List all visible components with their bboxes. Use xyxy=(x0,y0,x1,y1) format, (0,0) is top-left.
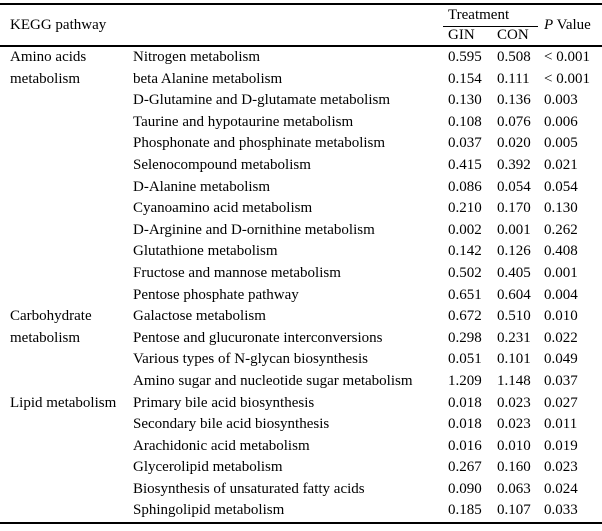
con-value-cell: 0.508 xyxy=(497,49,531,65)
p-value-cell: < 0.001 xyxy=(544,70,590,87)
con-value-cell: 0.392 xyxy=(497,156,531,173)
pathway-cell: beta Alanine metabolism xyxy=(133,70,283,87)
pathway-cell: Pentose and glucuronate interconversions xyxy=(133,329,383,346)
gin-value-cell: 0.130 xyxy=(448,92,482,109)
p-value-cell: 0.004 xyxy=(544,286,578,303)
pathway-cell: Biosynthesis of unsaturated fatty acids xyxy=(133,480,365,497)
con-value-cell: 0.510 xyxy=(497,308,531,325)
gin-value-cell: 0.185 xyxy=(448,502,482,519)
pathway-cell: Arachidonic acid metabolism xyxy=(133,437,310,454)
p-value-cell: 0.027 xyxy=(544,394,578,411)
gin-value-cell: 0.298 xyxy=(448,329,482,346)
header-row-top xyxy=(0,4,602,26)
pathway-cell: Amino sugar and nucleotide sugar metabolism xyxy=(133,372,413,389)
pathway-cell: Galactose metabolism xyxy=(133,308,266,325)
p-value-cell: 0.010 xyxy=(544,308,578,325)
pathway-cell: Glycerolipid metabolism xyxy=(133,459,283,476)
gin-value-cell: 0.672 xyxy=(448,308,482,325)
con-value-cell: 0.020 xyxy=(497,135,531,152)
con-value-cell: 0.023 xyxy=(497,394,531,411)
gin-value-cell: 0.267 xyxy=(448,459,482,476)
con-value-cell: 0.604 xyxy=(497,286,531,303)
gin-value-cell: 0.037 xyxy=(448,135,482,152)
gin-value-cell: 0.595 xyxy=(448,49,482,65)
gin-value-cell: 0.016 xyxy=(448,437,482,454)
header-kegg-pathway: KEGG pathway xyxy=(10,16,107,33)
p-value-cell: 0.054 xyxy=(544,178,578,195)
p-value-cell: 0.011 xyxy=(544,416,578,433)
page xyxy=(0,3,602,531)
p-value-cell: 0.049 xyxy=(544,351,578,368)
p-value-cell: 0.022 xyxy=(544,329,578,346)
gin-value-cell: 1.209 xyxy=(448,372,482,389)
gin-value-cell: 0.086 xyxy=(448,178,482,195)
p-value-cell: 0.408 xyxy=(544,243,578,260)
p-value-cell: 0.019 xyxy=(544,437,578,454)
pathway-cell: Nitrogen metabolism xyxy=(133,49,261,65)
gin-value-cell: 0.651 xyxy=(448,286,482,303)
p-value-cell: 0.006 xyxy=(544,113,578,130)
gin-value-cell: 0.090 xyxy=(448,480,482,497)
p-value-cell: 0.033 xyxy=(544,502,578,519)
pathway-cell: Secondary bile acid biosynthesis xyxy=(133,416,330,433)
category-cell: Lipid metabolism xyxy=(10,394,117,411)
con-value-cell: 0.023 xyxy=(497,416,531,433)
gin-value-cell: 0.154 xyxy=(448,70,482,87)
table-row xyxy=(0,306,602,328)
header-p-rest: Value xyxy=(553,16,591,33)
pathway-cell: D-Arginine and D-ornithine metabolism xyxy=(133,221,375,238)
p-value-cell: 0.262 xyxy=(544,221,578,238)
pathway-cell: Taurine and hypotaurine metabolism xyxy=(133,113,354,130)
p-value-cell: 0.005 xyxy=(544,135,578,152)
gin-value-cell: 0.142 xyxy=(448,243,482,260)
header-p-italic: P xyxy=(544,16,554,33)
p-value-cell: 0.003 xyxy=(544,92,578,109)
pathway-cell: Pentose phosphate pathway xyxy=(133,286,299,303)
header-con: CON xyxy=(497,27,529,44)
p-value-cell: 0.023 xyxy=(544,459,578,476)
con-value-cell: 0.136 xyxy=(497,92,531,109)
con-value-cell: 0.101 xyxy=(497,351,531,368)
gin-value-cell: 0.018 xyxy=(448,416,482,433)
p-value-cell: 0.024 xyxy=(544,480,578,497)
pathway-cell: Cyanoamino acid metabolism xyxy=(133,200,313,217)
gin-value-cell: 0.415 xyxy=(448,156,482,173)
p-value-cell: < 0.001 xyxy=(544,49,590,65)
con-value-cell: 0.001 xyxy=(497,221,531,238)
p-value-cell: 0.001 xyxy=(544,264,578,281)
kegg-pathway-table xyxy=(0,3,602,524)
con-value-cell: 1.148 xyxy=(497,372,531,389)
pathway-cell: Fructose and mannose metabolism xyxy=(133,264,341,281)
gin-value-cell: 0.210 xyxy=(448,200,482,217)
pathway-cell: Sphingolipid metabolism xyxy=(133,502,285,519)
con-value-cell: 0.107 xyxy=(497,502,531,519)
gin-value-cell: 0.002 xyxy=(448,221,482,238)
pathway-cell: D-Alanine metabolism xyxy=(133,178,271,195)
con-value-cell: 0.405 xyxy=(497,264,531,281)
pathway-cell: Selenocompound metabolism xyxy=(133,156,311,173)
pathway-cell: Various types of N-glycan biosynthesis xyxy=(133,351,368,368)
pathway-cell: D-Glutamine and D-glutamate metabolism xyxy=(133,92,391,109)
pathway-cell: Glutathione metabolism xyxy=(133,243,278,260)
p-value-cell: 0.037 xyxy=(544,372,578,389)
con-value-cell: 0.076 xyxy=(497,113,531,130)
gin-value-cell: 0.502 xyxy=(448,264,482,281)
con-value-cell: 0.054 xyxy=(497,178,531,195)
gin-value-cell: 0.051 xyxy=(448,351,482,368)
con-value-cell: 0.010 xyxy=(497,437,531,454)
con-value-cell: 0.126 xyxy=(497,243,531,260)
pathway-cell: Phosphonate and phosphinate metabolism xyxy=(133,135,386,152)
category-cell: Carbohydrate metabolism xyxy=(10,308,92,346)
table-row xyxy=(0,393,602,415)
gin-value-cell: 0.018 xyxy=(448,394,482,411)
table-header xyxy=(0,4,602,46)
pathway-cell: Primary bile acid biosynthesis xyxy=(133,394,315,411)
table-row xyxy=(0,46,602,69)
p-value-cell: 0.130 xyxy=(544,200,578,217)
header-p-value xyxy=(538,4,602,46)
gin-value-cell: 0.108 xyxy=(448,113,482,130)
con-value-cell: 0.063 xyxy=(497,480,531,497)
con-value-cell: 0.231 xyxy=(497,329,531,346)
table-body xyxy=(0,46,602,523)
header-gin: GIN xyxy=(448,27,475,44)
con-value-cell: 0.160 xyxy=(497,459,531,476)
header-treatment: Treatment xyxy=(443,4,538,26)
category-cell: Amino acids metabolism xyxy=(10,49,87,87)
con-value-cell: 0.170 xyxy=(497,200,531,217)
p-value-cell: 0.021 xyxy=(544,156,578,173)
con-value-cell: 0.111 xyxy=(497,70,530,87)
